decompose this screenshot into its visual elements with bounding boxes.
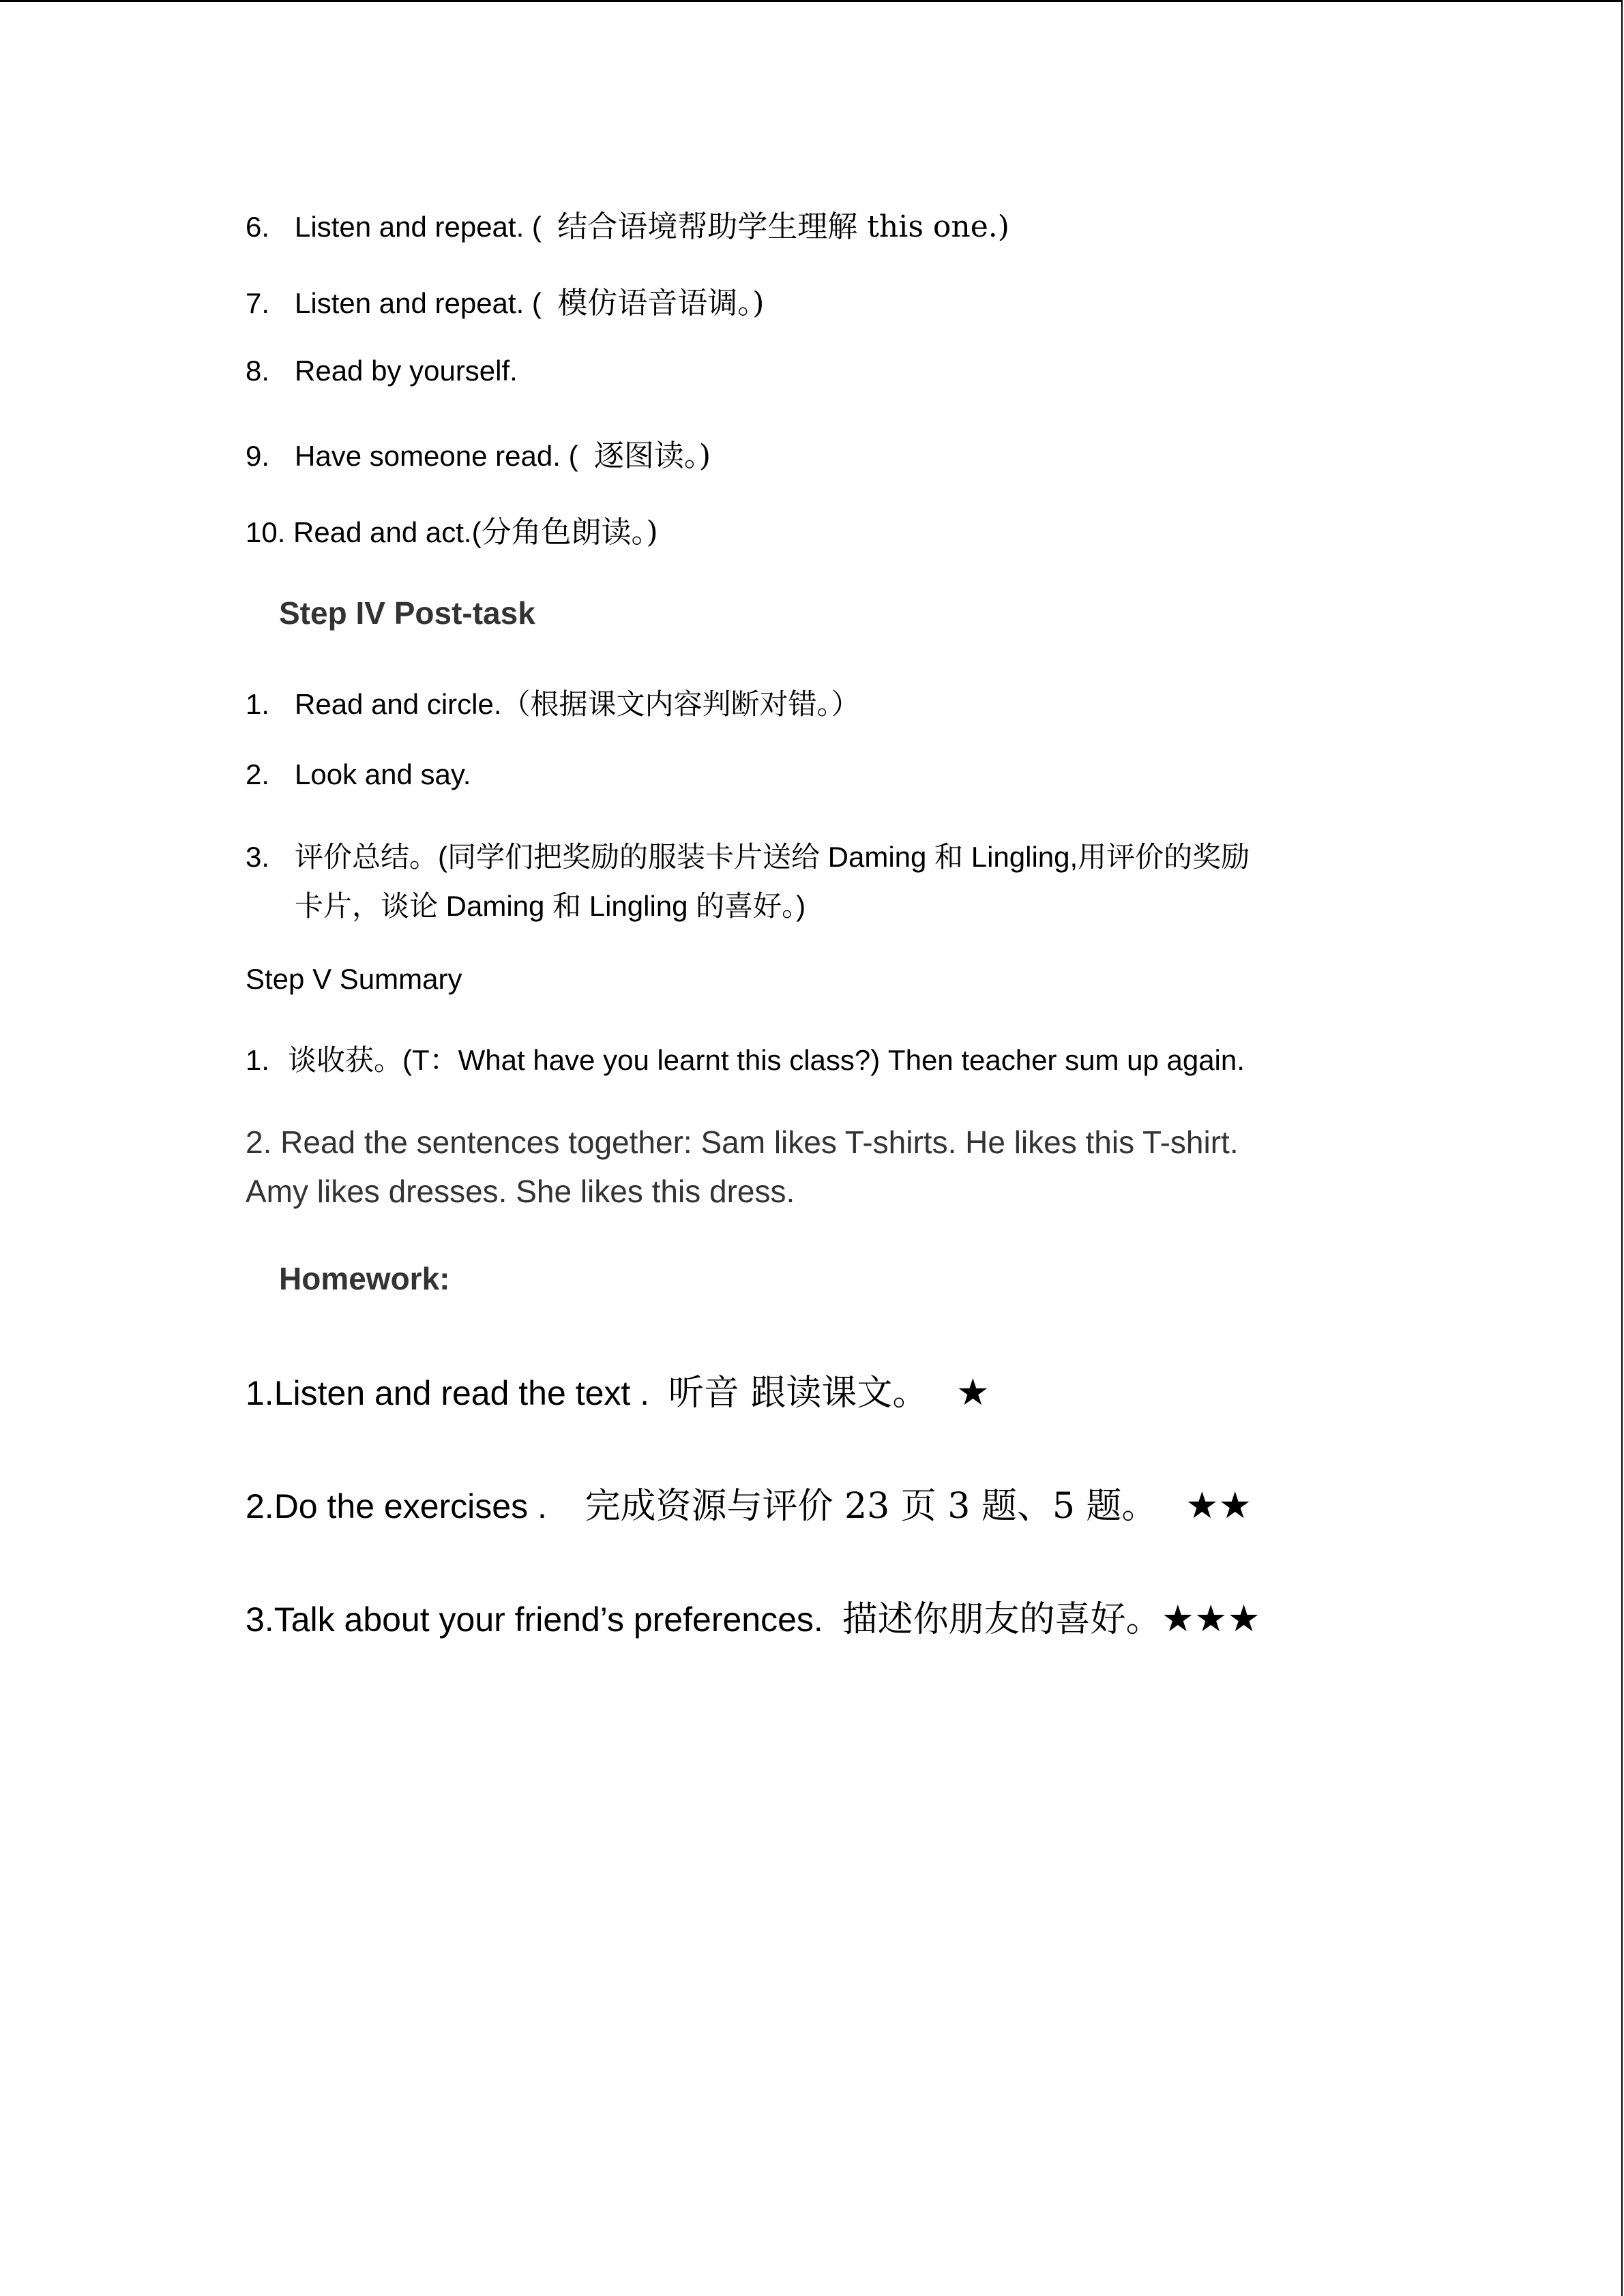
item-text-line1: 评价总结。(同学们把奖励的服装卡片送给 Daming 和 Lingling,用评价的奖励	[295, 841, 1250, 873]
item-text: Look and say.	[295, 758, 471, 790]
step-text-cn: 分角色朗读。)	[481, 515, 658, 550]
step-9	[246, 431, 711, 475]
homework-text-en: 2.Do the exercises .	[246, 1487, 547, 1525]
star-icon: ★	[956, 1371, 990, 1414]
step-7	[246, 278, 764, 322]
item-number: 1.	[246, 1044, 270, 1076]
step-text-cn: 逐图读。)	[593, 438, 711, 473]
homework-item-1	[246, 1364, 990, 1415]
homework-text-en: 1.Listen and read the text .	[246, 1374, 650, 1412]
step-number: 9.	[246, 440, 270, 472]
item-number: 2.	[246, 758, 270, 790]
step-text-cn: 模仿语音语调。)	[557, 286, 765, 320]
homework-text-cn: 完成资源与评价 23 页 3 题、5 题。	[585, 1486, 1157, 1527]
item-text: 谈收获。(T：What have you learnt this class?) Then teacher sum up again.	[288, 1044, 1245, 1076]
item-text: Read and circle.（根据课文内容判断对错。）	[295, 688, 860, 720]
homework-item-3	[246, 1590, 1260, 1641]
step-number: 7.	[246, 287, 270, 319]
item-number: 3.	[246, 841, 270, 873]
step-8	[246, 355, 518, 387]
post-task-item-2	[246, 758, 471, 791]
step-text-en: Listen and repeat. (	[295, 287, 542, 319]
step-text-en: Listen and repeat. (	[295, 211, 542, 243]
homework-text-cn: 描述你朋友的喜好。	[842, 1599, 1162, 1640]
item-number: 1.	[246, 688, 270, 720]
step-v-heading: Step V Summary	[246, 963, 462, 995]
post-task-item-3-cont: 卡片，谈论 Daming 和 Lingling 的喜好。)	[295, 890, 806, 922]
step-6	[246, 202, 1009, 245]
step-iv-heading: Step IV Post-task	[279, 595, 535, 631]
homework-heading: Homework:	[279, 1261, 450, 1296]
step-number: 8.	[246, 355, 270, 387]
step-10	[246, 507, 658, 551]
step-text-en: Have someone read. (	[295, 440, 578, 472]
summary-item-2-line2: Amy likes dresses. She likes this dress.	[246, 1174, 795, 1209]
homework-text-cn: 听音 跟读课文。	[668, 1373, 928, 1414]
step-text-en: 10. Read and act.(	[246, 516, 482, 548]
summary-item-2-line1: 2. Read the sentences together: Sam likes T-shirts. He likes this T-shirt.	[246, 1124, 1239, 1160]
homework-text-en: 3.Talk about your friend’s preferences.	[246, 1600, 823, 1639]
step-text-en: Read by yourself.	[295, 355, 518, 387]
post-task-item-3	[246, 835, 1250, 876]
star-icon: ★★★	[1161, 1597, 1260, 1640]
post-task-item-1	[246, 682, 860, 723]
summary-item-1	[246, 1038, 1245, 1079]
star-icon: ★★	[1185, 1484, 1252, 1527]
homework-item-2	[246, 1477, 1252, 1528]
step-text-cn: 结合语境帮助学生理解 this one.)	[557, 209, 1009, 244]
step-number: 6.	[246, 211, 270, 243]
